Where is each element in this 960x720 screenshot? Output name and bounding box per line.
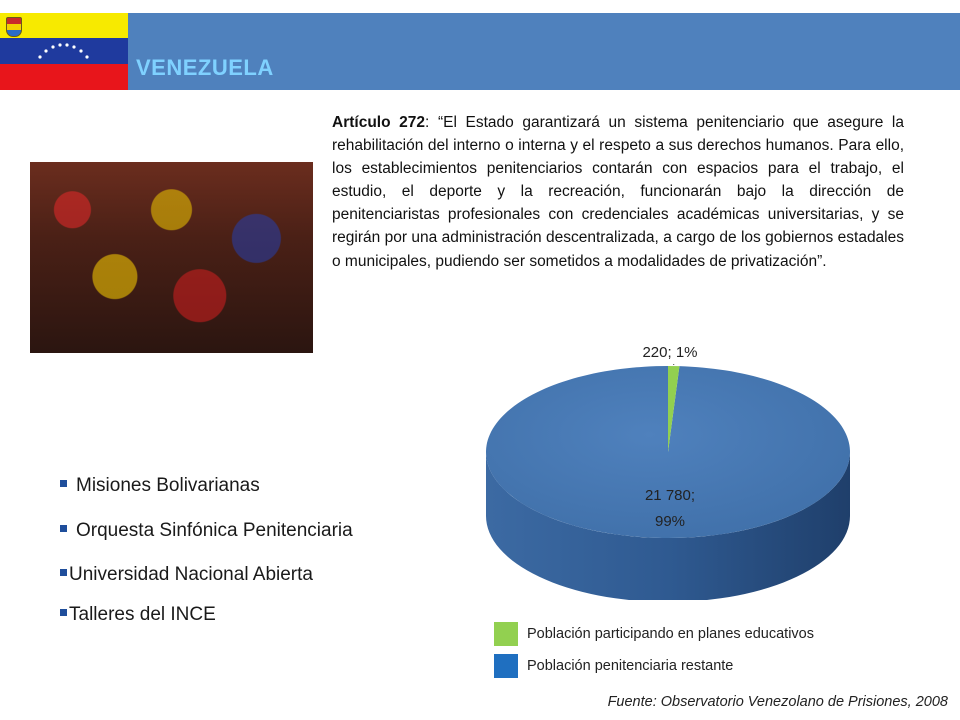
article-label: Artículo 272	[332, 114, 426, 131]
bullet-item	[60, 520, 353, 542]
bullet-label: Misiones Bolivarianas	[76, 475, 260, 496]
bullet-square-icon	[60, 525, 67, 532]
data-label-small: 220; 1%	[642, 344, 698, 361]
bullet-square-icon	[60, 569, 67, 576]
data-label-large-value: 21 780;	[644, 487, 696, 504]
bullet-square-icon	[60, 480, 67, 487]
article-body: : “El Estado garantizará un sistema penitenciario que asegure la rehabilitación del interno o interna y el respeto a sus derechos humanos. Para ello, los establecimientos penitenciarios contarán con espacios para el trabajo, el estudio, el deporte y la recreación, funcionarán bajo la dirección de penitenciaristas profesionales con credenciales académicas universitarias, y se regirán por una administración descentralizada, a cargo de los gobiernos estadales o municipales, pudiendo ser sometidos a modalidades de privatización”.	[332, 114, 904, 270]
flag-blue-stripe	[0, 38, 128, 64]
legend-label: Población participando en planes educativos	[527, 626, 814, 642]
pie-chart	[480, 340, 870, 600]
article-text	[332, 111, 904, 273]
bullet-item	[60, 604, 216, 626]
orchestra-photo	[30, 162, 313, 353]
legend-swatch-blue	[494, 654, 518, 678]
flag-yellow-stripe	[0, 13, 128, 38]
bullet-item	[60, 475, 260, 497]
bullet-label: Universidad Nacional Abierta	[69, 564, 313, 585]
data-label-large-percent: 99%	[654, 513, 686, 530]
bullet-label: Orquesta Sinfónica Penitenciaria	[76, 520, 353, 541]
coat-of-arms-icon	[6, 17, 22, 37]
legend-swatch-green	[494, 622, 518, 646]
bullet-square-icon	[60, 609, 67, 616]
bullet-label: Talleres del INCE	[69, 604, 216, 625]
source-note: Fuente: Observatorio Venezolano de Prisiones, 2008	[607, 694, 948, 710]
flag-red-stripe	[0, 64, 128, 90]
stars-icon	[0, 38, 128, 64]
legend-label: Población penitenciaria restante	[527, 658, 734, 674]
bullet-item	[60, 564, 313, 586]
page-title: VENEZUELA	[136, 55, 274, 80]
venezuela-flag	[0, 13, 128, 90]
